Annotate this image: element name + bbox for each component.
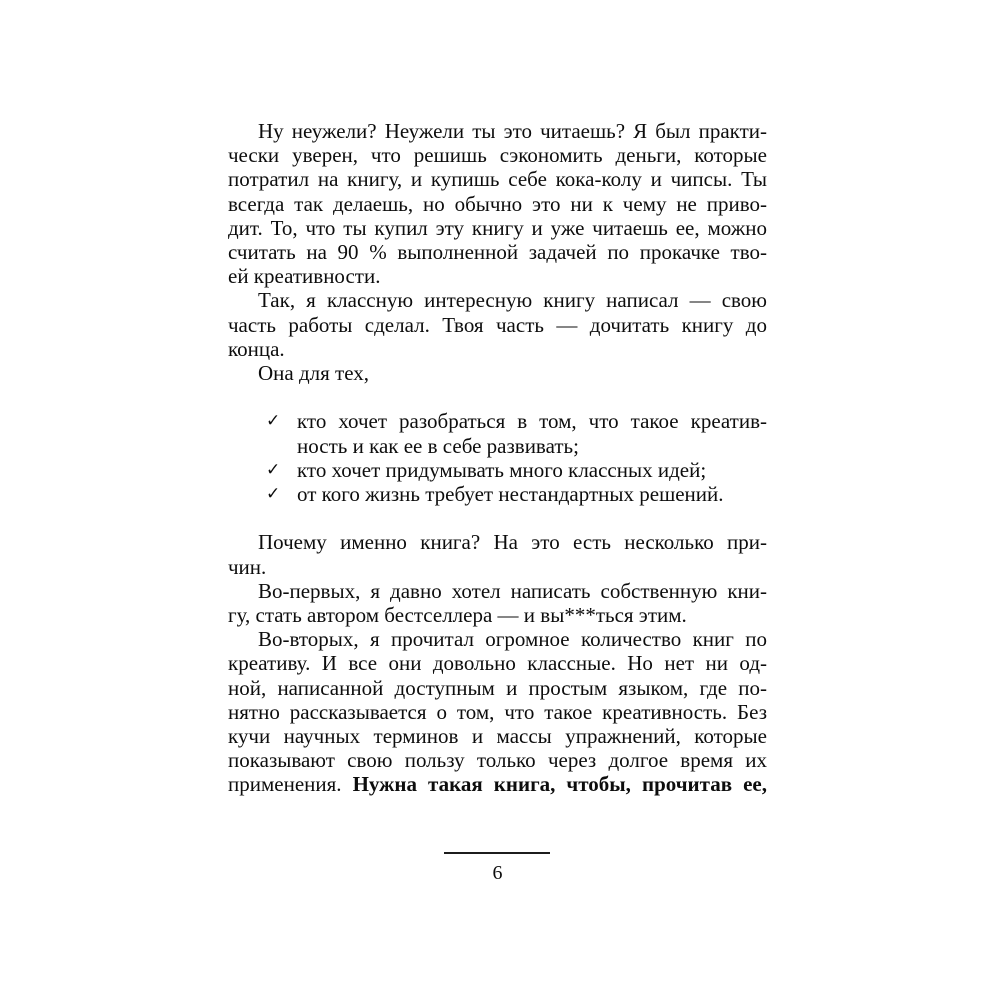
list-item <box>228 482 767 506</box>
text-run: конца. <box>228 336 285 361</box>
text-line <box>228 192 767 216</box>
checkmark-icon: ✓ <box>266 484 281 505</box>
text-content <box>228 119 767 797</box>
text-run: креативу. И все они довольно классные. Но нет ни од- <box>228 651 767 676</box>
list-item <box>228 409 767 457</box>
paragraph <box>228 288 767 361</box>
text-run: Так, я классную интересную книгу написал — свою <box>258 288 767 313</box>
text-line <box>228 651 767 675</box>
text-line <box>297 458 767 482</box>
text-run: показывают свою пользу только через долгое время их <box>228 748 767 773</box>
text-line <box>228 627 767 651</box>
text-run: кто хочет придумывать много классных идей; <box>297 457 707 482</box>
bold-text-run: Нужна такая книга, чтобы, прочитав ее, <box>352 772 767 797</box>
checkmark-icon: ✓ <box>266 459 281 480</box>
list-item-text <box>297 409 767 457</box>
text-line <box>228 748 767 772</box>
page-number: 6 <box>492 862 503 884</box>
paragraph <box>228 119 767 288</box>
text-line <box>228 264 767 288</box>
paragraph <box>228 530 767 578</box>
text-run: часть работы сделал. Твоя часть — дочитать книгу до <box>228 312 767 337</box>
text-run: кучи научных терминов и массы упражнений, которые <box>228 724 767 749</box>
text-line <box>228 361 767 385</box>
blank-line <box>228 506 767 530</box>
text-line <box>228 167 767 191</box>
text-line <box>228 555 767 579</box>
paragraph <box>228 579 767 627</box>
text-line <box>228 724 767 748</box>
text-line <box>228 288 767 312</box>
checkmark-list <box>228 409 767 506</box>
text-run: считать на 90 % выполненной задачей по прокачке тво- <box>228 240 767 265</box>
text-line <box>228 676 767 700</box>
text-run: Во-первых, я давно хотел написать собственную кни- <box>258 578 767 603</box>
text-run: от кого жизнь требует нестандартных решений. <box>297 482 724 507</box>
text-line <box>228 313 767 337</box>
checkmark-icon: ✓ <box>266 411 281 432</box>
text-run: применения. <box>228 772 353 797</box>
paragraph <box>228 627 767 796</box>
text-run: дит. То, что ты купил эту книгу и уже читаешь ее, можно <box>228 215 767 240</box>
footer-divider <box>444 852 550 854</box>
text-line <box>228 119 767 143</box>
text-run: нятно рассказывается о том, что такое креативность. Без <box>228 699 767 724</box>
text-run: Она для тех, <box>258 361 370 386</box>
text-line <box>228 579 767 603</box>
text-line <box>228 700 767 724</box>
text-line <box>297 409 767 433</box>
blank-line <box>228 385 767 409</box>
text-run: чески уверен, что решишь сэкономить деньги, которые <box>228 143 767 168</box>
text-line <box>228 143 767 167</box>
text-run: Почему именно книга? На это есть несколько при- <box>258 530 767 555</box>
text-line <box>228 603 767 627</box>
text-run: кто хочет разобраться в том, что такое креатив- <box>297 409 767 434</box>
text-run: потратил на книгу, и купишь себе кока-колу и чипсы. Ты <box>228 167 767 192</box>
text-line <box>228 240 767 264</box>
list-item-text <box>297 482 767 506</box>
text-run: чин. <box>228 554 267 579</box>
list-item-text <box>297 458 767 482</box>
text-run: всегда так делаешь, но обычно это ни к чему не приво- <box>228 191 767 216</box>
list-item <box>228 458 767 482</box>
text-line <box>228 772 767 796</box>
text-line <box>228 337 767 361</box>
text-line <box>228 530 767 554</box>
text-line <box>297 482 767 506</box>
text-run: гу, стать автором бестселлера — и вы***ться этим. <box>228 603 687 628</box>
text-run: ей креативности. <box>228 264 381 289</box>
text-line <box>228 216 767 240</box>
text-run: Во-вторых, я прочитал огромное количество книг по <box>258 627 767 652</box>
text-run: ность и как ее в себе развивать; <box>297 433 579 458</box>
paragraph <box>228 361 767 385</box>
text-line <box>297 434 767 458</box>
text-run: ной, написанной доступным и простым языком, где по- <box>228 675 767 700</box>
text-run: Ну неужели? Неужели ты это читаешь? Я был практи- <box>258 119 767 143</box>
